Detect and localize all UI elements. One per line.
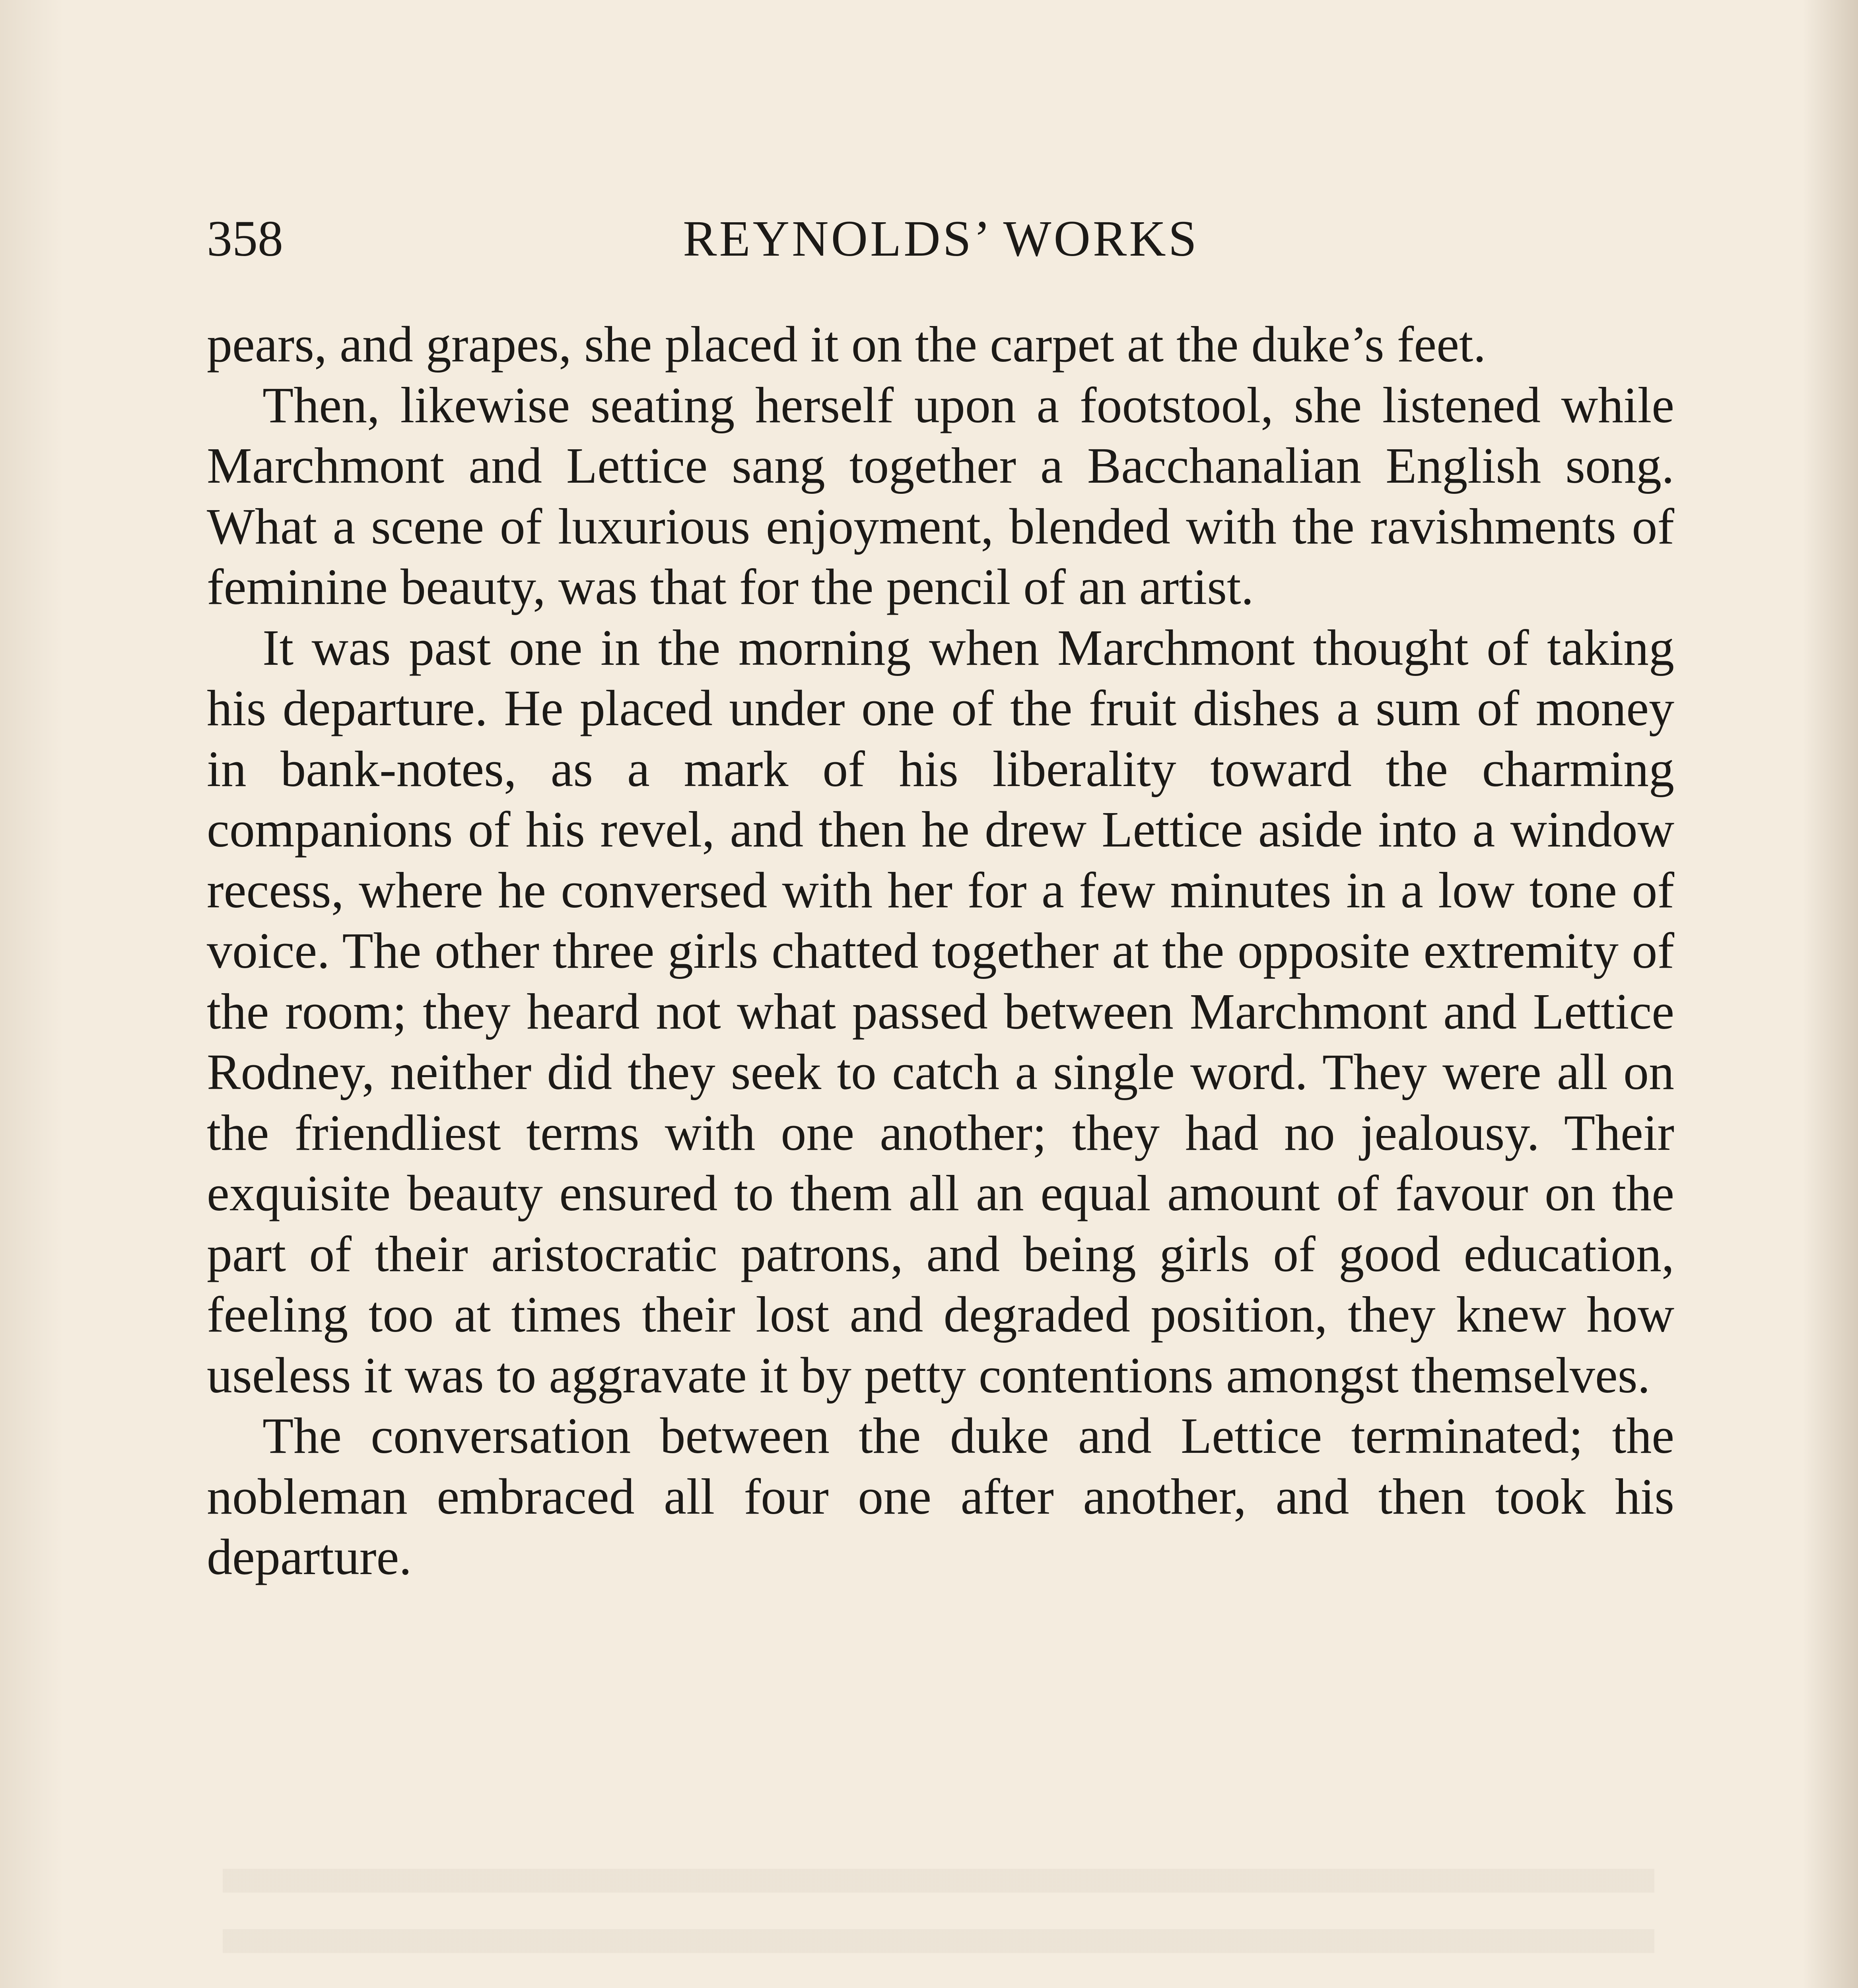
- body-text: [207, 314, 1674, 1588]
- show-through-text: [223, 1869, 1654, 1988]
- running-title: REYNOLDS’ WORKS: [683, 210, 1199, 267]
- paragraph-continued: pears, and grapes, she placed it on the carpet at the duke’s feet.: [207, 316, 1486, 373]
- paragraph: It was past one in the morning when Marchmont thought of taking his departure. He placed under one of the fruit dishes a sum of money in bank-notes, as a mark of his liberality toward the charming companions of his revel, and then he drew Lettice aside into a window recess, where he conversed with her for a few minutes in a low tone of voice. The other three girls chatted together at the opposite extremity of the room; they heard not what passed between Marchmont and Lettice Rodney, neither did they seek to catch a single word. They were all on the friendliest terms with one another; they had no jealousy. Their exquisite beauty ensured to them all an equal amount of favour on the part of their aristocratic patrons, and being girls of good education, feeling too at times their lost and degraded position, they knew how useless it was to aggravate it by petty contentions amongst themselves.: [207, 619, 1674, 1404]
- page-number: 358: [207, 210, 283, 267]
- paragraph: The conversation between the duke and Lettice terminated; the nobleman embraced all four one after another, and then took his departure.: [207, 1408, 1674, 1585]
- paragraph: Then, likewise seating herself upon a footstool, she listened while Marchmont and Lettice sang together a Bacchanalian English song. What a scene of luxurious enjoyment, blended with the ravishments of feminine beauty, was that for the pencil of an artist.: [207, 377, 1674, 615]
- running-head: [207, 207, 1675, 270]
